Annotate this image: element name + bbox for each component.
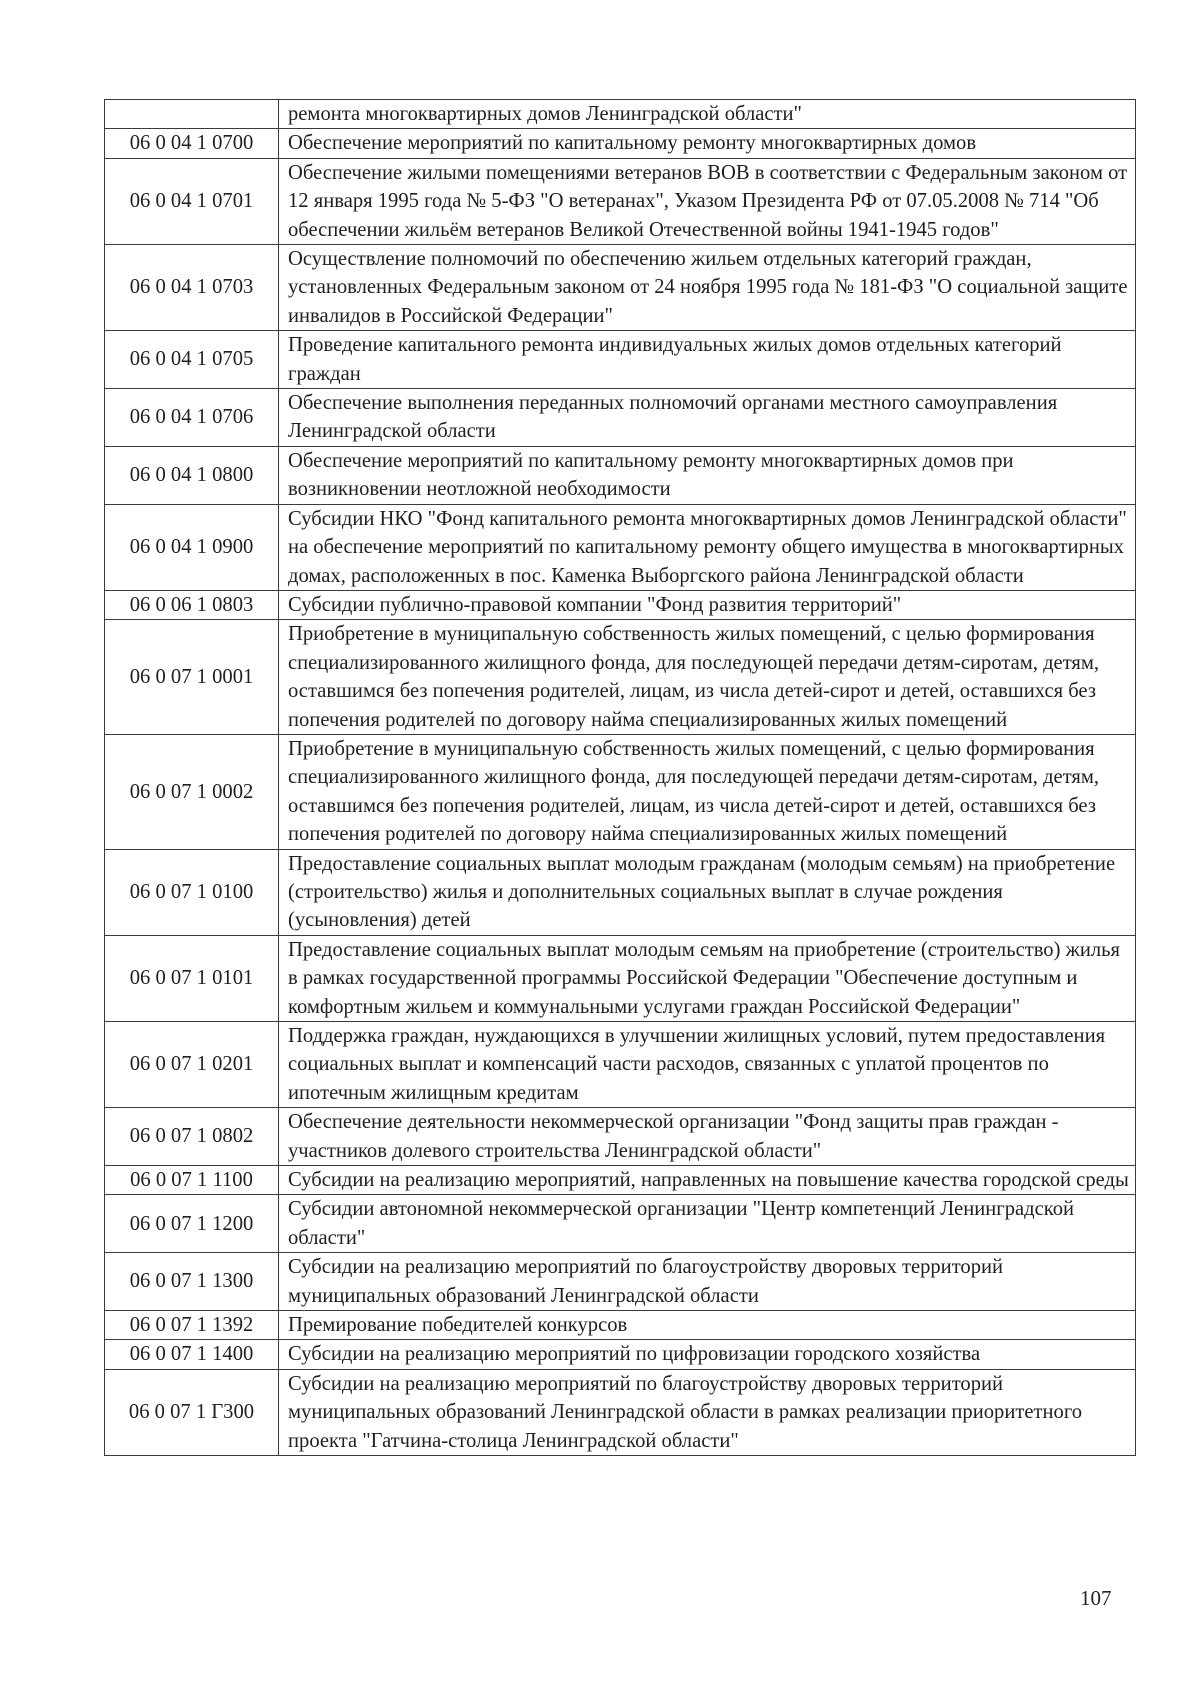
description-cell: Обеспечение жилыми помещениями ветеранов ВОВ в соответствии с Федеральным законом от 12 января 1995 года № 5-ФЗ "О ветеранах", Указом Президента РФ от 07.05.2008 № 714 "Об обеспечении жильём ветеранов Великой Отечественной войны 1941-1945 годов" (279, 158, 1136, 244)
code-cell: 06 0 04 1 0800 (105, 446, 279, 504)
code-cell: 06 0 07 1 1200 (105, 1195, 279, 1253)
table-row (105, 1253, 1136, 1311)
code-cell: 06 0 04 1 0705 (105, 331, 279, 389)
description-cell: Осуществление полномочий по обеспечению жильем отдельных категорий граждан, установленных Федеральным законом от 24 ноября 1995 года № 181-ФЗ "О социальной защите инвалидов в Российской Федерации" (279, 245, 1136, 331)
description-cell: Обеспечение выполнения переданных полномочий органами местного самоуправления Ленинградской области (279, 389, 1136, 447)
code-cell: 06 0 07 1 0201 (105, 1022, 279, 1108)
table-row (105, 158, 1136, 244)
code-cell: 06 0 04 1 0900 (105, 504, 279, 590)
description-cell: Субсидии на реализацию мероприятий по благоустройству дворовых территорий муниципальных образований Ленинградской области (279, 1253, 1136, 1311)
code-cell: 06 0 07 1 0802 (105, 1108, 279, 1166)
table-row (105, 389, 1136, 447)
table-row (105, 734, 1136, 849)
code-cell: 06 0 07 1 1100 (105, 1166, 279, 1195)
description-cell: Обеспечение мероприятий по капитальному ремонту многоквартирных домов (279, 129, 1136, 158)
description-cell: Обеспечение деятельности некоммерческой организации "Фонд защиты прав граждан - участников долевого строительства Ленинградской области" (279, 1108, 1136, 1166)
description-cell: Премирование победителей конкурсов (279, 1311, 1136, 1340)
code-cell: 06 0 07 1 1300 (105, 1253, 279, 1311)
description-cell: Субсидии НКО "Фонд капитального ремонта многоквартирных домов Ленинградской области" на обеспечение мероприятий по капитальному ремонту общего имущества в многоквартирных домах, расположенных в пос. Каменка Выборгского района Ленинградской области (279, 504, 1136, 590)
page-number: 107 (1080, 1586, 1112, 1610)
code-cell: 06 0 06 1 0803 (105, 590, 279, 619)
description-cell: Субсидии автономной некоммерческой организации "Центр компетенций Ленинградской области" (279, 1195, 1136, 1253)
description-cell: Обеспечение мероприятий по капитальному ремонту многоквартирных домов при возникновении неотложной необходимости (279, 446, 1136, 504)
table-row (105, 935, 1136, 1021)
table-row (105, 849, 1136, 935)
table-row (105, 100, 1136, 129)
table-row (105, 1108, 1136, 1166)
code-cell: 06 0 07 1 Г300 (105, 1369, 279, 1455)
code-cell: 06 0 04 1 0703 (105, 245, 279, 331)
code-cell: 06 0 07 1 0101 (105, 935, 279, 1021)
description-cell: Предоставление социальных выплат молодым семьям на приобретение (строительство) жилья в рамках государственной программы Российской Федерации "Обеспечение доступным и комфортным жильем и коммунальными услугами граждан Российской Федерации" (279, 935, 1136, 1021)
table-row (105, 1195, 1136, 1253)
table-row (105, 1311, 1136, 1340)
table-row (105, 129, 1136, 158)
table-row (105, 446, 1136, 504)
table-row (105, 1369, 1136, 1455)
table-row (105, 245, 1136, 331)
code-cell: 06 0 07 1 0100 (105, 849, 279, 935)
code-cell: 06 0 07 1 0002 (105, 734, 279, 849)
description-cell: Приобретение в муниципальную собственность жилых помещений, с целью формирования специализированного жилищного фонда, для последующей передачи детям-сиротам, детям, оставшимся без попечения родителей, лицам, из числа детей-сирот и детей, оставшихся без попечения родителей по договору найма специализированных жилых помещений (279, 734, 1136, 849)
table-row (105, 1340, 1136, 1369)
table-body (105, 100, 1136, 1456)
code-cell: 06 0 07 1 0001 (105, 620, 279, 735)
description-cell: ремонта многоквартирных домов Ленинградской области" (279, 100, 1136, 129)
table-row (105, 331, 1136, 389)
code-cell (105, 100, 279, 129)
table-row (105, 1166, 1136, 1195)
description-cell: Субсидии на реализацию мероприятий по цифровизации городского хозяйства (279, 1340, 1136, 1369)
table-row (105, 590, 1136, 619)
description-cell: Поддержка граждан, нуждающихся в улучшении жилищных условий, путем предоставления социальных выплат и компенсаций части расходов, связанных с уплатой процентов по ипотечным жилищным кредитам (279, 1022, 1136, 1108)
table-row (105, 504, 1136, 590)
description-cell: Приобретение в муниципальную собственность жилых помещений, с целью формирования специализированного жилищного фонда, для последующей передачи детям-сиротам, детям, оставшимся без попечения родителей, лицам, из числа детей-сирот и детей, оставшихся без попечения родителей по договору найма специализированных жилых помещений (279, 620, 1136, 735)
code-cell: 06 0 04 1 0701 (105, 158, 279, 244)
budget-codes-table (104, 99, 1136, 1456)
code-cell: 06 0 07 1 1400 (105, 1340, 279, 1369)
description-cell: Субсидии публично-правовой компании "Фонд развития территорий" (279, 590, 1136, 619)
description-cell: Субсидии на реализацию мероприятий по благоустройству дворовых территорий муниципальных образований Ленинградской области в рамках реализации приоритетного проекта "Гатчина-столица Ленинградской области" (279, 1369, 1136, 1455)
description-cell: Проведение капитального ремонта индивидуальных жилых домов отдельных категорий граждан (279, 331, 1136, 389)
code-cell: 06 0 04 1 0700 (105, 129, 279, 158)
table-row (105, 1022, 1136, 1108)
description-cell: Субсидии на реализацию мероприятий, направленных на повышение качества городской среды (279, 1166, 1136, 1195)
description-cell: Предоставление социальных выплат молодым гражданам (молодым семьям) на приобретение (строительство) жилья и дополнительных социальных выплат в случае рождения (усыновления) детей (279, 849, 1136, 935)
table-row (105, 620, 1136, 735)
code-cell: 06 0 04 1 0706 (105, 389, 279, 447)
code-cell: 06 0 07 1 1392 (105, 1311, 279, 1340)
